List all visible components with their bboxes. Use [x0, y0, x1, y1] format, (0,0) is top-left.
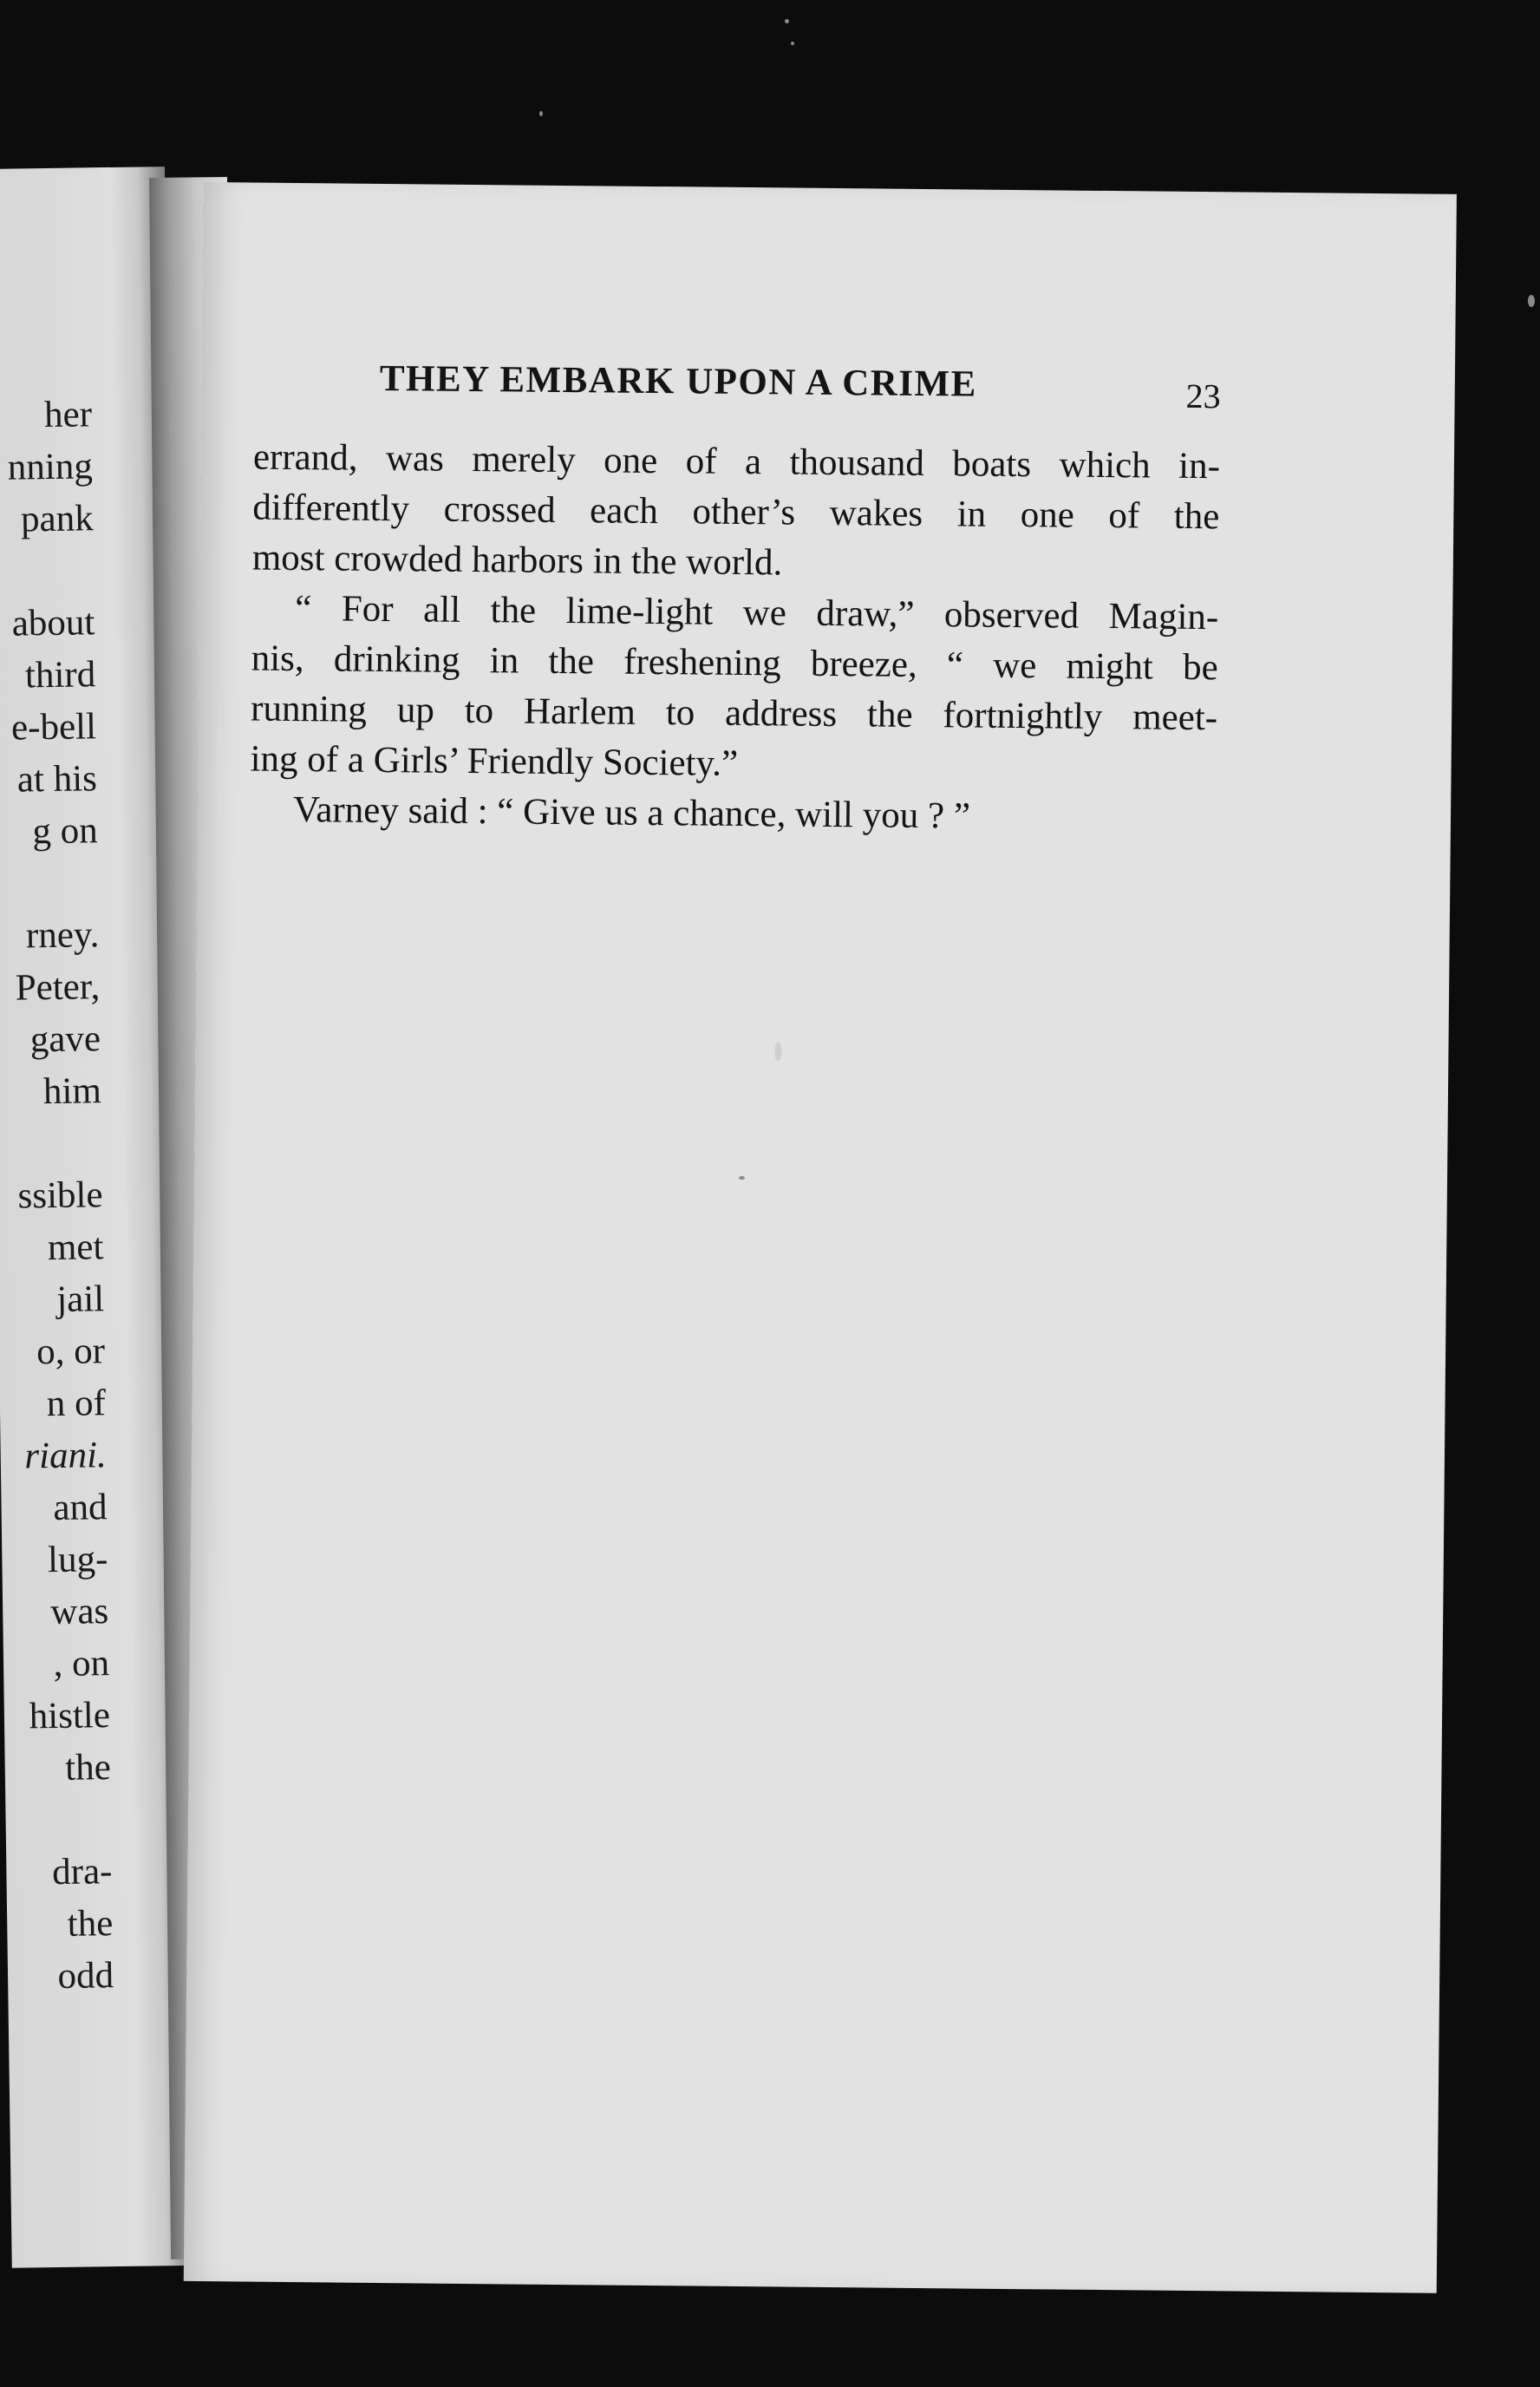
running-head [254, 356, 1222, 418]
left-page-line: gave [29, 1018, 101, 1061]
paragraph [250, 785, 1217, 845]
left-page-line: about [11, 602, 95, 644]
dust-speck [1528, 295, 1535, 307]
page-content [250, 356, 1221, 845]
text-line: nis, drinking in the freshening breeze, “ we might be [251, 638, 1218, 689]
left-page-line: pank [20, 498, 94, 540]
left-page-line: third [24, 654, 96, 696]
dust-speck [791, 42, 794, 45]
dust-speck [539, 111, 543, 116]
text-line: differently crossed each other’s wakes in one of the [252, 487, 1220, 538]
paper-speck [774, 1042, 781, 1061]
left-page-line: Peter, [15, 966, 101, 1009]
text-line: Varney said : “ Give us a chance, will you ? ” [292, 789, 971, 837]
left-page-line: the [67, 1903, 114, 1945]
left-page-line: him [42, 1070, 102, 1113]
right-page [184, 182, 1457, 2293]
text-line: errand, was merely one of a thousand boats which in- [252, 436, 1221, 487]
left-page-line: odd [57, 1955, 114, 1997]
left-page-line: riani. [24, 1435, 108, 1477]
left-page-line: nning [7, 446, 94, 488]
text-line: most crowded harbors in the world. [251, 537, 783, 584]
left-page-line: n of [46, 1383, 107, 1425]
page-number: 23 [1185, 376, 1221, 416]
left-page-line: e-bell [10, 706, 97, 749]
left-page-line: rney. [25, 914, 100, 957]
left-page-line: at his [16, 758, 98, 801]
left-page-line: jail [55, 1279, 105, 1320]
left-page-line: dra- [51, 1851, 113, 1893]
left-page-line: lug- [47, 1539, 108, 1581]
left-page-line: met [47, 1226, 104, 1269]
paragraph [250, 584, 1218, 795]
left-page-line: o, or [36, 1331, 106, 1373]
text-line: “ For all the lime-light we draw,” observed Magin- [295, 588, 1219, 638]
left-page-line: and [53, 1487, 108, 1529]
left-page-line: histle [29, 1695, 111, 1737]
running-title: THEY EMBARK UPON A CRIME [379, 357, 978, 405]
left-page-line: her [43, 394, 93, 436]
left-page-line: was [50, 1591, 109, 1633]
left-page-line: , on [53, 1643, 110, 1685]
dust-speck [785, 19, 789, 23]
paragraph [252, 433, 1221, 593]
left-page-line: the [64, 1747, 112, 1789]
text-line: ing of a Girls’ Friendly Society.” [250, 738, 739, 784]
paper-speck [739, 1176, 745, 1180]
text-line: running up to Harlem to address the fortnightly meet- [250, 688, 1218, 739]
left-page-line: g on [32, 810, 98, 853]
left-page-line: ssible [17, 1174, 103, 1217]
